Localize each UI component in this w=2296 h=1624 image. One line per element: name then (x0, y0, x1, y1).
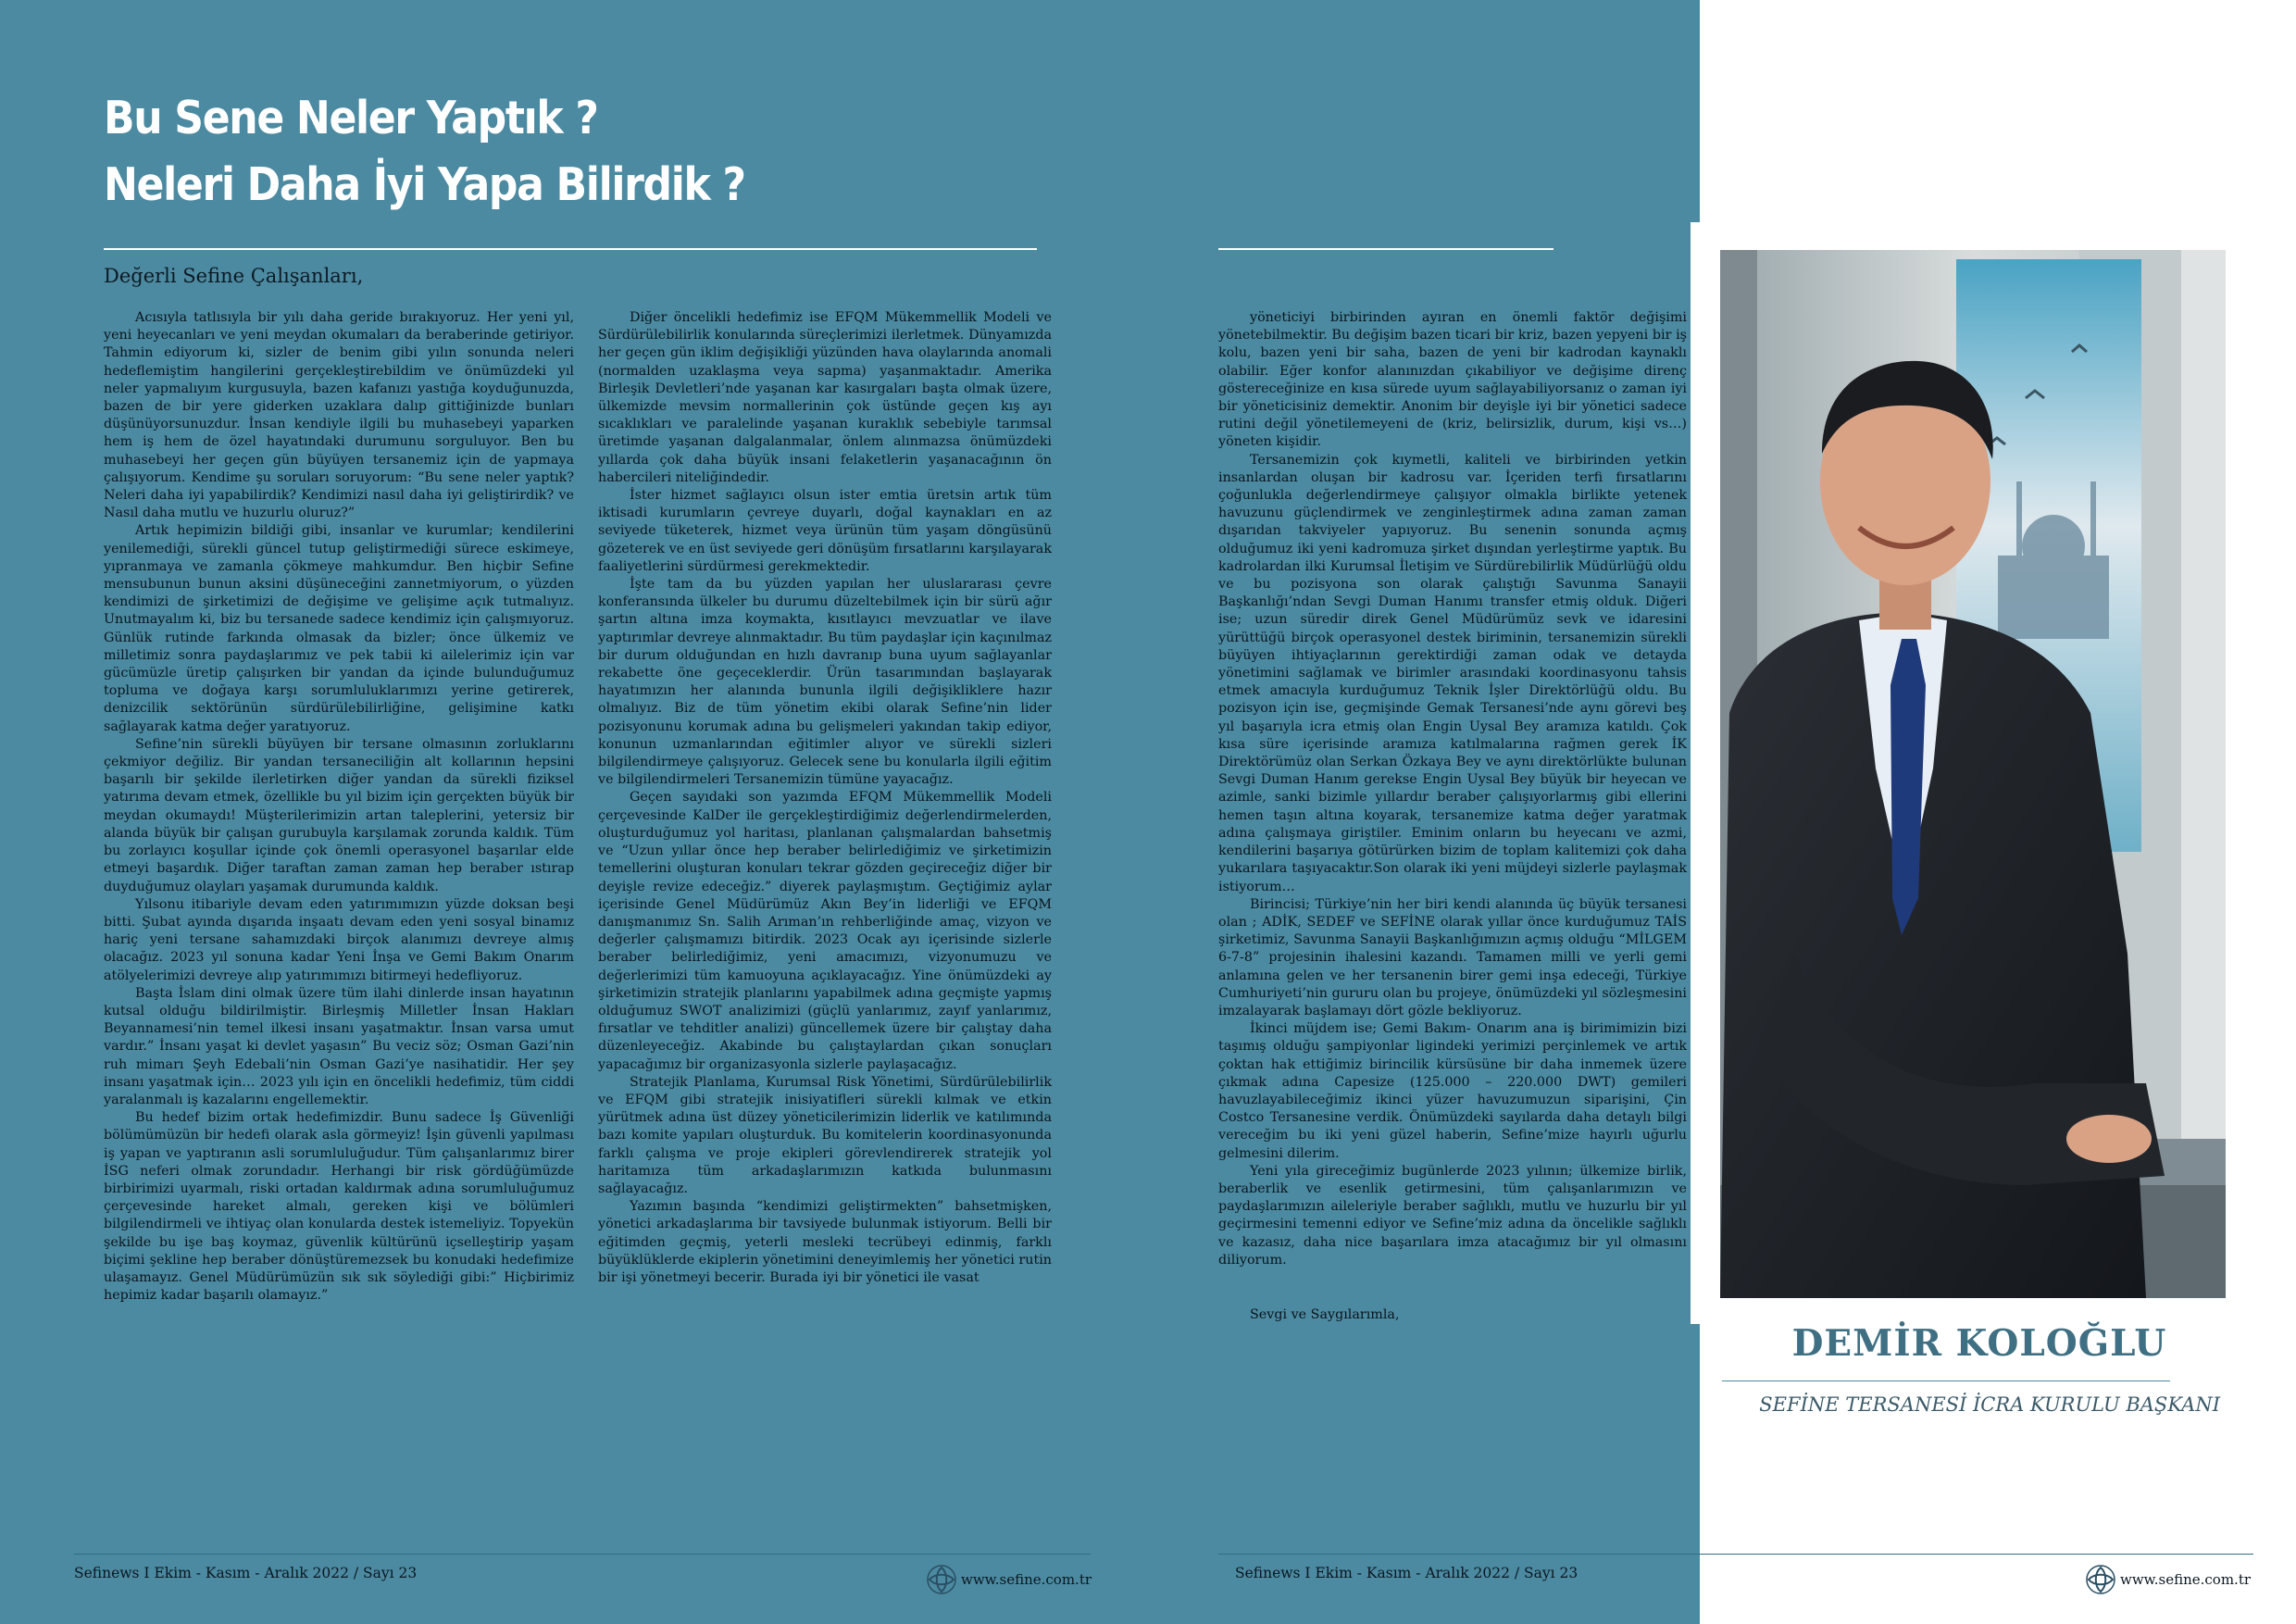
footer-site-left (926, 1564, 1092, 1595)
paragraph: Tersanemizin çok kıymetli, kaliteli ve birbirinden yetkin insanlardan oluşan bir kadrosu var. İçeriden terfi fırsatlarını çoğunlukla değerlendirmeye çalışıyor olmakla birlikte yetenek havuzunu güçlendirmek ve zenginleştirmek adına zaman zaman dışarıdan takviyeler yapıyoruz. Bu senenin sonunda açmış olduğumuz iki yeni kadromuza şirket dışından yerleştirme yaptık. Bu kadrolardan ilki Kurumsal İletişim ve Sürdürebilirlik Müdürlüğü oldu ve bu pozisyona son olarak çalıştığı Savunma Sanayii Başkanlığı’ndan Sevgi Duman Hanımı transfer etmiş olduk. Diğeri ise; uzun süredir direk Genel Müdürümüz sevk ve idaresini yürüttüğü birçok operasyonel destek biriminin, tersanemizin sürekli büyüyen ihtiyaçlarının gerektirdiği zaman odak ve detayda yönetimini sağlamak ve birimler arasındaki koordinasyonu tahsis etmek amacıyla kurduğumuz Teknik İşler Direktörlüğü oldu. Bu pozisyon için ise, geçmişinde Gemak Tersanesi’nde aynı görevi beş yıl başarıyla icra etmiş olan Engin Uysal Bey aramıza katıldı. Çok kısa süre içerisinde aramıza katılmalarına rağmen gerek İK Direktörümüz olan Serkan Özkaya Bey ve aynı direktörlükte bulunan Sevgi Duman Hanım gerekse Engin Uysal Bey büyük bir heyecan ve azimle, sanki bizimle yıllardır beraber çalışıyorlarmış gibi ellerini hemen taşın altına koyarak, tersanemize katma değer yaratmak adına çalışmaya giriştiler. Eminim onların bu heyecanı ve azmi, kendilerini başarıya götürürken bizim de toplam kalitemizi çok daha yukarılara taşıyacaktır.Son olarak iki yeni müjdeyi sizlerle paylaşmak istiyorum… (1218, 452, 1687, 894)
paragraph: İkinci müjdem ise; Gemi Bakım- Onarım ana iş birimimizin bizi taşımış olduğu şampiyonlar ligindeki yerimizi perçinlemek ve artık çoktan hak ettiğimiz birincilik kürsüsüne bir daha inmemek üzere çıkmak adına Capesize (125.000 – 220.000 DWT) gemileri havuzlayabileceğimiz ikinci yüzer havuzumuzun siparişini, Çin Costco Tersanesine verdik. Önümüzdeki sayılarda daha detaylı bilgi vereceğim bu iki yeni güzel haberin, Sefine’mize hayırlı uğurlu gelmesini dilerim. (1218, 1021, 1687, 1161)
paragraph: Artık hepimizin bildiği gibi, insanlar ve kurumlar; kendilerini yenilemediği, sürekli güncel tutup geliştirmediği sürece eskimeye, yıpranmaya ve zamanla çökmeye mahkumdur. Ben hiçbir Sefine mensubunun bunun aksini düşüneceğini zannetmiyorum, o yüzden kendimizi de şirketimizi de değişime ve gelişime açık tutmalıyız. Unutmayalım ki, biz bu tersanede sadece kendimiz için çalışmıyoruz. Günlük rutinde farkında olmasak da bizler; önce ülkemiz ve milletimiz sonra paydaşlarımız ve pek tabii ki ailelerimiz için var gücümüzle üretip çalışırken bir yandan da içinde bulunduğumuz topluma ve doğaya karşı sorumluluklarımızı yerine getirerek, denizcilik sektörünün sürdürülebilirliğine, gelişimine katkı sağlayarak katma değer yaratıyoruz. (104, 523, 574, 734)
paragraph: Stratejik Planlama, Kurumsal Risk Yönetimi, Sürdürülebilirlik ve EFQM gibi stratejik inisiyatifleri sürekli kılmak ve etkin yürütmek adına üst düzey yöneticilerimizin liderlik ve katılımında bazı komite yapıları oluşturduk. Bu komitelerin koordinasyonunda farklı çalışma ve proje ekipleri görevlendirerek stratejik yol haritamıza tüm arkadaşlarımızın katkıda bulunmasını sağlayacağız. (598, 1074, 1052, 1196)
paragraph: Yeni yıla gireceğimiz bugünlerde 2023 yılının; ülkemize birlik, beraberlik ve esenlik getirmesini, tüm çalışanlarımızın ve paydaşlarımızın aileleriyle beraber sağlıklı, mutlu ve huzurlu bir yıl geçirmesini temenni ediyor ve Sefine’miz adına da öncelikle sağlıklı ve kazasız, daha nice başarılara imza atacağımız bir yıl olmasını diliyorum. (1218, 1163, 1687, 1268)
paragraph: İster hizmet sağlayıcı olsun ister emtia üretsin artık tüm iktisadi kurumların çevreye duyarlı, doğal kaynakları en az seviyede tüketerek, hizmet veya ürünün tüm yaşam döngüsünü gözeterek ve en üst seviyede geri dönüşüm fırsatlarını karşılayarak faaliyetlerini sürdürmesi gerekmektedir. (598, 488, 1052, 574)
title-divider-right (1218, 248, 1554, 250)
footer-issue-right: Sefinews I Ekim - Kasım - Aralık 2022 / Sayı 23 (1235, 1565, 1578, 1581)
footer-site-text[interactable]: www.sefine.com.tr (2120, 1571, 2252, 1588)
footer-site-right (2085, 1564, 2251, 1595)
paragraph: yöneticiyi birbirinden ayıran en önemli faktör değişimi yönetebilmektir. Bu değişim bazen ticari bir kriz, bazen yepyeni bir iş kolu, bazen yeni bir saha, bazen de yeni bir kadrodan kaynaklı olabilir. Eğer konfor alanınızdan çıkabiliyor ve değişime direnç göstereceğinize en kısa sürede uyum sağlayabiliyorsanız o zaman iyi bir yöneticisiniz demektir. Anonim bir deyişle iyi bir yönetici sadece rutini değil yönetilemeyeni de (kriz, belirsizlik, durum, kişi vs…) yöneten kişidir. (1218, 310, 1687, 450)
author-name: DEMİR KOLOĞLU (1791, 1322, 2167, 1365)
paragraph: Yılsonu itibariyle devam eden yatırımımızın yüzde doksan beşi bitti. Şubat ayında dışarıda inşaatı devam eden yeni sosyal binamız hariç yeni tersane sahamızdaki birçok alanımızı devreye almış olacağız. 2023 yıl sonuna kadar Yeni İnşa ve Gemi Bakım Onarım atölyelerimizi devreye alıp yatırımımızı bitirmeyi hedefliyoruz. (104, 896, 574, 983)
title-divider-left (104, 248, 1037, 250)
photo-frame-edge (1691, 222, 1703, 1324)
paragraph: Sefine’nin sürekli büyüyen bir tersane olmasının zorluklarını çekmiyor değiliz. Bir yandan tersaneciliğin alt kollarının hepsini başarılı bir şekilde ilerletirken diğer yandan da sürekli fiziksel yatırıma devam etmek, özellikle bu yıl bizim için gerçekten büyük bir meydan okumaydı! Müşterilerimizin artan taleplerini, yetersiz bir alanda büyük bir çalışan gurubuyla karşılamak zorunda kaldık. Tüm bu zorlayıcı koşullar içinde çok önemli operasyonel başarılar elde etmeyi başardık. Diğer taraftan zaman zaman hep beraber ıstırap duyduğumuz olayları yaşamak durumunda kaldık. (104, 736, 574, 894)
salutation: Değerli Sefine Çalışanları, (104, 265, 364, 287)
author-role: SEFİNE TERSANESİ İCRA KURULU BAŞKANI (1759, 1393, 2220, 1416)
footer-site-text[interactable]: www.sefine.com.tr (961, 1571, 1092, 1588)
sefine-swirl-logo-icon (926, 1564, 957, 1595)
article-column-3 (1218, 309, 1687, 1324)
title-line-1: Bu Sene Neler Yaptık ? (104, 92, 598, 144)
title-line-2: Neleri Daha İyi Yapa Bilirdik ? (104, 158, 745, 211)
article-column-2 (598, 309, 1052, 1287)
author-portrait (1720, 250, 2226, 1298)
paragraph: Diğer öncelikli hedefimiz ise EFQM Mükemmellik Modeli ve Sürdürülebilirlik konularında süreçlerimizi ilerletmek. Dünyamızda her geçen gün iklim değişikliği yüzünden hava olaylarında anomali (normalden uzaklaşma veya sapma) yaşanmaktadır. Amerika Birleşik Devletleri’nde yaşanan kar kasırgaları başta olmak üzere, ülkemizde mevsim normallerinin çok üstünde geçen kış ayı sıcaklıkları ve paralelinde yaşanan kuraklık sebebiyle tarımsal üretimde yaşanan dalgalanmalar, önlem alınmazsa önümüzdeki yıllarda çok daha büyük insani felaketlerin yaşanacağının ön habercileri niteliğindedir. (598, 310, 1052, 485)
paragraph: İşte tam da bu yüzden yapılan her uluslararası çevre konferansında ülkeler bu durumu düzeltebilmek için bir sürü ağır şartın altına imza koymakta, kısıtlayıcı mevzuatlar ve ilave yaptırımlar devreye alınmaktadır. Bu tüm paydaşlar için kaçınılmaz bir durum olduğundan en hızlı davranıp buna uyum sağlayanlar rekabette öne geçeceklerdir. Ürün tasarımından başlayarak hayatımızın her alanında bununla ilgili değişikliklere hazır olmalıyız. Biz de tüm yönetim ekibi olarak Sefine’nin lider pozisyonunu korumak adına bu gelişmeleri yakından takip ediyor, konunun uzmanlarından eğitimler alıyor ve sürekli sizleri bilgilendirmeye çalışıyoruz. Gelecek sene bu konularla ilgili eğitim ve bilgilendirmeleri Tersanemizin tümüne yayacağız. (598, 577, 1052, 788)
paragraph: Birincisi; Türkiye’nin her biri kendi alanında üç büyük tersanesi olan ; ADİK, SEDEF ve SEFİNE olarak yıllar önce kurduğumuz TAİS şirketimiz, Savunma Sanayii Başkanlığımızın açmış olduğu “MİLGEM 6-7-8” projesinin ihalesini kazandı. Tamamen milli ve yerli gemi anlamına gelen ve her tersanenin birer gemi inşa edeceği, Türkiye Cumhuriyeti’nin gururu olan bu projeye, önümüzdeki yıl sözleşmesini imzalayarak başlamayı dört gözle bekliyoruz. (1218, 896, 1687, 1018)
paragraph: Yazımın başında “kendimizi geliştirmekten” bahsetmişken, yönetici arkadaşlarıma bir tavsiyede bulunmak istiyorum. Belli bir eğitimden geçmiş, yeterli mesleki tecrübeyi edinmiş, farklı büyüklüklerde ekiplerin yönetimini deneyimlemiş her yönetici rutin bir işi yönetmeyi becerir. Burada iyi bir yönetici ile vasat (598, 1199, 1052, 1285)
footer-rule-left (74, 1554, 1091, 1555)
paragraph: Geçen sayıdaki son yazımda EFQM Mükemmellik Modeli çerçevesinde KalDer ile gerçekleştirdiğimiz değerlendirmelerden, oluşturduğumuz yol haritası, planlanan çalışmalardan bahsetmiş ve “Uzun yıllar önce hep beraber belirlediğimiz ve şirketimizin temellerini oluşturan konuları tekrar gözden geçireceğiz diğer bir deyişle revize edeceğiz.” diyerek paylaşmıştım. Geçtiğimiz aylar içerisinde Genel Müdürümüz Akın Bey’in liderliği ve EFQM danışmanımız Sn. Salih Arıman’ın rehberliğinde amaç, vizyon ve değerler çalışmamızı bitirdik. 2023 Ocak ayı içerisinde sizlerle beraber belirlediğimiz, yeni amacımızı, vizyonumuzu ve değerlerimizi tüm kamuoyuna açıklayacağız. Yine önümüzdeki ay şirketimizin stratejik planlarını yapabilmek adına geçmişte yapmış olduğumuz SWOT analizimizi (güçlü yanlarımız, zayıf yanlarımız, fırsatlar ve tehditler analizi) güncellemek üzere bir çalıştay daha düzenleyeceğiz. Akabinde bu çalıştaylardan çıkan sonuçları yapacağımız bir organizasyonla sizlerle paylaşacağız. (598, 790, 1052, 1072)
footer-rule-right (1218, 1554, 2253, 1555)
paragraph: Acısıyla tatlısıyla bir yılı daha geride bırakıyoruz. Her yeni yıl, yeni heyecanları ve yeni meydan okumaları da beraberinde getiriyor. Tahmin ediyorum ki, sizler de benim gibi yılın sonunda neleri hedeflemiştim hangilerini gerçekleştirebildim ve önümüzdeki yıl neler yapmalıyım kurgusuyla, bazen kafanızı yastığa koyduğunuzda, bazen de bir yere giderken uzaklara dalıp gittiğinizde bunları düşünüyorsunuzdur. İnsan kendiyle ilgili bu muhasebeyi yaparken hem iş hem de özel hayatındaki durumunu sorguluyor. Ben bu muhasebeyi her geçen gün büyüyen tersanemiz için de yapmaya çalışıyorum. Kendime şu soruları soruyorum: “Bu sene neler yaptık? Neleri daha iyi yapabilirdik? Kendimizi nasıl daha iyi geliştirirdik? ve Nasıl daha mutlu ve huzurlu oluruz?” (104, 310, 574, 521)
paragraph: Bu hedef bizim ortak hedefimizdir. Bunu sadece İş Güvenliği bölümümüzün bir hedefi olarak asla görmeyiz! İşin güvenli yapılması iş yapan ve yaptıranın asli sorumluluğudur. Tüm çalışanlarımız birer İSG neferi olmak zorundadır. Herhangi bir risk gördüğümüzde birbirimizi uyarmalı, riski ortadan kaldırmak adına sorumluluğumuz çerçevesinde hareket almalı, gereken kişi ve bölümleri bilgilendirmeli ve ihtiyaç olan konularda destek istemeliyiz. Topyekün şekilde bu işe baş koymaz, güvenlik kültürünü içselleştirip yaşam biçimi şekline hep beraber dönüştüremezsek bu konudaki hedefimize ulaşamayız. Genel Müdürümüzün sık sık söylediği gibi:” Hiçbirimiz hepimiz kadar başarılı olamayız.” (104, 1110, 574, 1304)
portrait-illustration (1720, 250, 2226, 1298)
footer-issue-left: Sefinews I Ekim - Kasım - Aralık 2022 / Sayı 23 (74, 1565, 418, 1581)
closing: Sevgi ve Saygılarımla, (1250, 1306, 1400, 1322)
author-divider (1722, 1380, 2170, 1381)
sefine-swirl-logo-icon (2085, 1564, 2116, 1595)
paragraph: Başta İslam dini olmak üzere tüm ilahi dinlerde insan hayatının kutsal olduğu bildirilmiştir. Birleşmiş Milletler İnsan Hakları Beyannamesi’nin temel ilkesi insanı yaşatmaktır. İnsan varsa umut vardır.” İnsanı yaşat ki devlet yaşasın” Bu veciz söz; Osman Gazi’nin ruh mimarı Şeyh Edebali’nin Osman Gazi’ye nasihatidir. Her şey insanı yaşatmak için… 2023 yılı için en öncelikli hedefimiz, tüm ciddi yaralanmalı iş kazalarını engellemektir. (104, 985, 574, 1107)
article-title (104, 85, 745, 219)
article-column-1 (104, 309, 574, 1305)
